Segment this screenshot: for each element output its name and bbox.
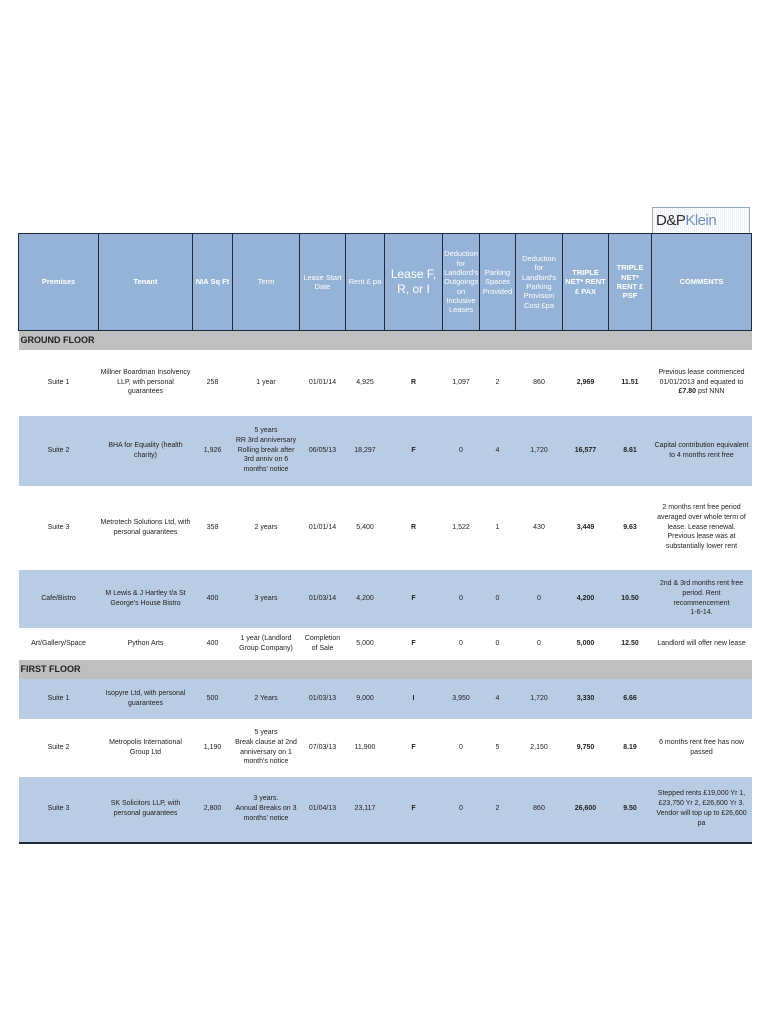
cell-parking-spaces: 0 bbox=[480, 570, 516, 628]
cell-net-rent-psf: 11.51 bbox=[609, 350, 652, 416]
cell-term: 2 years bbox=[233, 486, 300, 570]
cell-lease-type: I bbox=[385, 679, 443, 719]
cell-nia: 400 bbox=[193, 570, 233, 628]
table-row bbox=[19, 350, 752, 416]
cell-rent: 11,900 bbox=[346, 719, 385, 777]
comment-text: 6 months rent free has now passed bbox=[659, 738, 744, 756]
cell-lease-type: F bbox=[385, 416, 443, 486]
cell-lease-start: 07/03/13 bbox=[300, 719, 346, 777]
cell-deduction: 1,522 bbox=[443, 486, 480, 570]
table-row bbox=[19, 628, 752, 660]
cell-rent: 23,117 bbox=[346, 777, 385, 843]
table-row bbox=[19, 570, 752, 628]
cell-parking-spaces: 4 bbox=[480, 416, 516, 486]
cell-comments bbox=[652, 777, 752, 843]
comment-text: 2nd & 3rd months rent free period. Rent recommencement 1-6-14. bbox=[659, 579, 744, 617]
header-lease-start: Lease Start Date bbox=[300, 234, 346, 331]
section-row bbox=[19, 331, 752, 350]
cell-parking-spaces: 5 bbox=[480, 719, 516, 777]
cell-rent: 9,000 bbox=[346, 679, 385, 719]
comment-text: Previous lease commenced 01/01/2013 and equated to bbox=[658, 368, 745, 386]
cell-premises: Suite 2 bbox=[19, 416, 99, 486]
header-parking-spaces: Parking Spaces Provided bbox=[480, 234, 516, 331]
cell-premises: Suite 1 bbox=[19, 679, 99, 719]
header-row bbox=[19, 234, 752, 331]
company-logo bbox=[652, 207, 750, 234]
header-deduction-outgoings: Deduction for Landlord's Outgoings on Inclusive Leases bbox=[443, 234, 480, 331]
cell-lease-start: 01/04/13 bbox=[300, 777, 346, 843]
cell-net-rent-psf: 8.19 bbox=[609, 719, 652, 777]
cell-net-rent-pax: 3,330 bbox=[563, 679, 609, 719]
header-lease-type: Lease F, R, or I bbox=[385, 234, 443, 331]
cell-net-rent-pax: 26,600 bbox=[563, 777, 609, 843]
header-net-rent-psf: TRIPLE NET* RENT £ PSF bbox=[609, 234, 652, 331]
cell-parking-cost: 860 bbox=[516, 777, 563, 843]
header-comments: COMMENTS bbox=[652, 234, 752, 331]
cell-lease-type: R bbox=[385, 486, 443, 570]
header-rent: Rent £ pa bbox=[346, 234, 385, 331]
cell-lease-type: R bbox=[385, 350, 443, 416]
cell-parking-cost: 860 bbox=[516, 350, 563, 416]
tenancy-schedule-table bbox=[18, 233, 752, 844]
comment-text: Capital contribution equivalent to 4 months rent free bbox=[654, 441, 749, 459]
cell-comments bbox=[652, 570, 752, 628]
cell-parking-spaces: 2 bbox=[480, 777, 516, 843]
cell-deduction: 0 bbox=[443, 777, 480, 843]
cell-premises: Suite 3 bbox=[19, 486, 99, 570]
cell-tenant: SK Solicitors LLP, with personal guarantees bbox=[99, 777, 193, 843]
cell-term: 3 years bbox=[233, 570, 300, 628]
table-row bbox=[19, 486, 752, 570]
cell-deduction: 0 bbox=[443, 719, 480, 777]
section-title: FIRST FLOOR bbox=[19, 660, 752, 679]
cell-deduction: 1,097 bbox=[443, 350, 480, 416]
cell-lease-type: F bbox=[385, 570, 443, 628]
cell-lease-type: F bbox=[385, 628, 443, 660]
comment-text: 2 months rent free period averaged over whole term of lease. Lease renewal. Previous lease was at substantially lower rent bbox=[657, 504, 746, 551]
cell-term: 2 Years bbox=[233, 679, 300, 719]
cell-deduction: 0 bbox=[443, 628, 480, 660]
cell-net-rent-pax: 4,200 bbox=[563, 570, 609, 628]
header-premises: Premises bbox=[19, 234, 99, 331]
cell-comments bbox=[652, 628, 752, 660]
cell-tenant: Isopyre Ltd, with personal guarantees bbox=[99, 679, 193, 719]
comment-emphasis: £7.80 bbox=[678, 388, 697, 396]
cell-tenant: Python Arts bbox=[99, 628, 193, 660]
cell-nia: 1,926 bbox=[193, 416, 233, 486]
cell-rent: 18,297 bbox=[346, 416, 385, 486]
comment-text-tail: psf NNN bbox=[696, 388, 725, 396]
cell-net-rent-pax: 3,449 bbox=[563, 486, 609, 570]
cell-term: 1 year (Landlord Group Company) bbox=[233, 628, 300, 660]
logo-text-dp: D&P bbox=[656, 212, 686, 229]
cell-net-rent-psf: 12.50 bbox=[609, 628, 652, 660]
cell-comments bbox=[652, 679, 752, 719]
cell-lease-start: 06/05/13 bbox=[300, 416, 346, 486]
cell-tenant: Metropolis International Group Ltd bbox=[99, 719, 193, 777]
cell-net-rent-pax: 2,969 bbox=[563, 350, 609, 416]
cell-net-rent-pax: 16,577 bbox=[563, 416, 609, 486]
cell-parking-spaces: 4 bbox=[480, 679, 516, 719]
cell-nia: 2,800 bbox=[193, 777, 233, 843]
comment-text: Landlord will offer new lease bbox=[657, 639, 746, 647]
cell-lease-start: 01/01/14 bbox=[300, 486, 346, 570]
header-nia: NIA Sq Ft bbox=[193, 234, 233, 331]
cell-term: 1 year bbox=[233, 350, 300, 416]
cell-net-rent-psf: 6.66 bbox=[609, 679, 652, 719]
cell-deduction: 3,950 bbox=[443, 679, 480, 719]
section-row bbox=[19, 660, 752, 679]
section-title: GROUND FLOOR bbox=[19, 331, 752, 350]
header-net-rent-pax: TRIPLE NET* RENT £ PAX bbox=[563, 234, 609, 331]
table-body bbox=[19, 331, 752, 843]
cell-nia: 500 bbox=[193, 679, 233, 719]
cell-nia: 1,190 bbox=[193, 719, 233, 777]
header-tenant: Tenant bbox=[99, 234, 193, 331]
cell-parking-spaces: 1 bbox=[480, 486, 516, 570]
cell-comments bbox=[652, 350, 752, 416]
cell-rent: 4,200 bbox=[346, 570, 385, 628]
cell-parking-cost: 0 bbox=[516, 628, 563, 660]
cell-nia: 258 bbox=[193, 350, 233, 416]
cell-net-rent-psf: 9.63 bbox=[609, 486, 652, 570]
table-row bbox=[19, 416, 752, 486]
cell-parking-spaces: 2 bbox=[480, 350, 516, 416]
cell-rent: 5,400 bbox=[346, 486, 385, 570]
cell-net-rent-psf: 10.50 bbox=[609, 570, 652, 628]
cell-lease-start: Completion of Sale bbox=[300, 628, 346, 660]
cell-tenant: M Lewis & J Hartley t/a St George's House Bistro bbox=[99, 570, 193, 628]
cell-parking-cost: 0 bbox=[516, 570, 563, 628]
cell-comments bbox=[652, 486, 752, 570]
cell-net-rent-pax: 5,000 bbox=[563, 628, 609, 660]
cell-net-rent-psf: 8.61 bbox=[609, 416, 652, 486]
cell-premises: Suite 3 bbox=[19, 777, 99, 843]
cell-nia: 400 bbox=[193, 628, 233, 660]
cell-comments bbox=[652, 416, 752, 486]
header-term: Term bbox=[233, 234, 300, 331]
cell-deduction: 0 bbox=[443, 570, 480, 628]
cell-net-rent-psf: 9.50 bbox=[609, 777, 652, 843]
cell-premises: Suite 2 bbox=[19, 719, 99, 777]
cell-parking-cost: 430 bbox=[516, 486, 563, 570]
header-parking-cost: Deduction for Landlord's Parking Provision Cost £pa bbox=[516, 234, 563, 331]
table-row bbox=[19, 777, 752, 843]
cell-nia: 358 bbox=[193, 486, 233, 570]
cell-lease-start: 01/01/14 bbox=[300, 350, 346, 416]
cell-lease-type: F bbox=[385, 777, 443, 843]
cell-premises: Suite 1 bbox=[19, 350, 99, 416]
cell-lease-start: 01/03/14 bbox=[300, 570, 346, 628]
table-row bbox=[19, 679, 752, 719]
cell-rent: 5,000 bbox=[346, 628, 385, 660]
cell-comments bbox=[652, 719, 752, 777]
cell-lease-start: 01/03/13 bbox=[300, 679, 346, 719]
cell-deduction: 0 bbox=[443, 416, 480, 486]
table-row bbox=[19, 719, 752, 777]
cell-premises: Art/Gallery/Space bbox=[19, 628, 99, 660]
cell-tenant: Millner Boardman Insolvency LLP, with personal guarantees bbox=[99, 350, 193, 416]
cell-parking-cost: 1,720 bbox=[516, 679, 563, 719]
cell-tenant: BHA for Equality (health charity) bbox=[99, 416, 193, 486]
cell-parking-cost: 1,720 bbox=[516, 416, 563, 486]
cell-net-rent-pax: 9,750 bbox=[563, 719, 609, 777]
cell-term: 3 years. Annual Breaks on 3 months' notice bbox=[233, 777, 300, 843]
cell-parking-cost: 2,150 bbox=[516, 719, 563, 777]
cell-lease-type: F bbox=[385, 719, 443, 777]
cell-rent: 4,925 bbox=[346, 350, 385, 416]
cell-parking-spaces: 0 bbox=[480, 628, 516, 660]
logo-text-klein: Klein bbox=[685, 212, 717, 229]
cell-term: 5 years RR 3rd anniversary Rolling break after 3rd anniv on 6 months' notice bbox=[233, 416, 300, 486]
cell-tenant: Metrotech Solutions Ltd, with personal guarantees bbox=[99, 486, 193, 570]
comment-text: Stepped rents £19,000 Yr 1, £23,750 Yr 2, £26,600 Yr 3. Vendor will top up to £26,600 pa bbox=[656, 790, 747, 827]
cell-premises: Cafe/Bistro bbox=[19, 570, 99, 628]
cell-term: 5 years Break clause at 2nd anniversary on 1 month's notice bbox=[233, 719, 300, 777]
